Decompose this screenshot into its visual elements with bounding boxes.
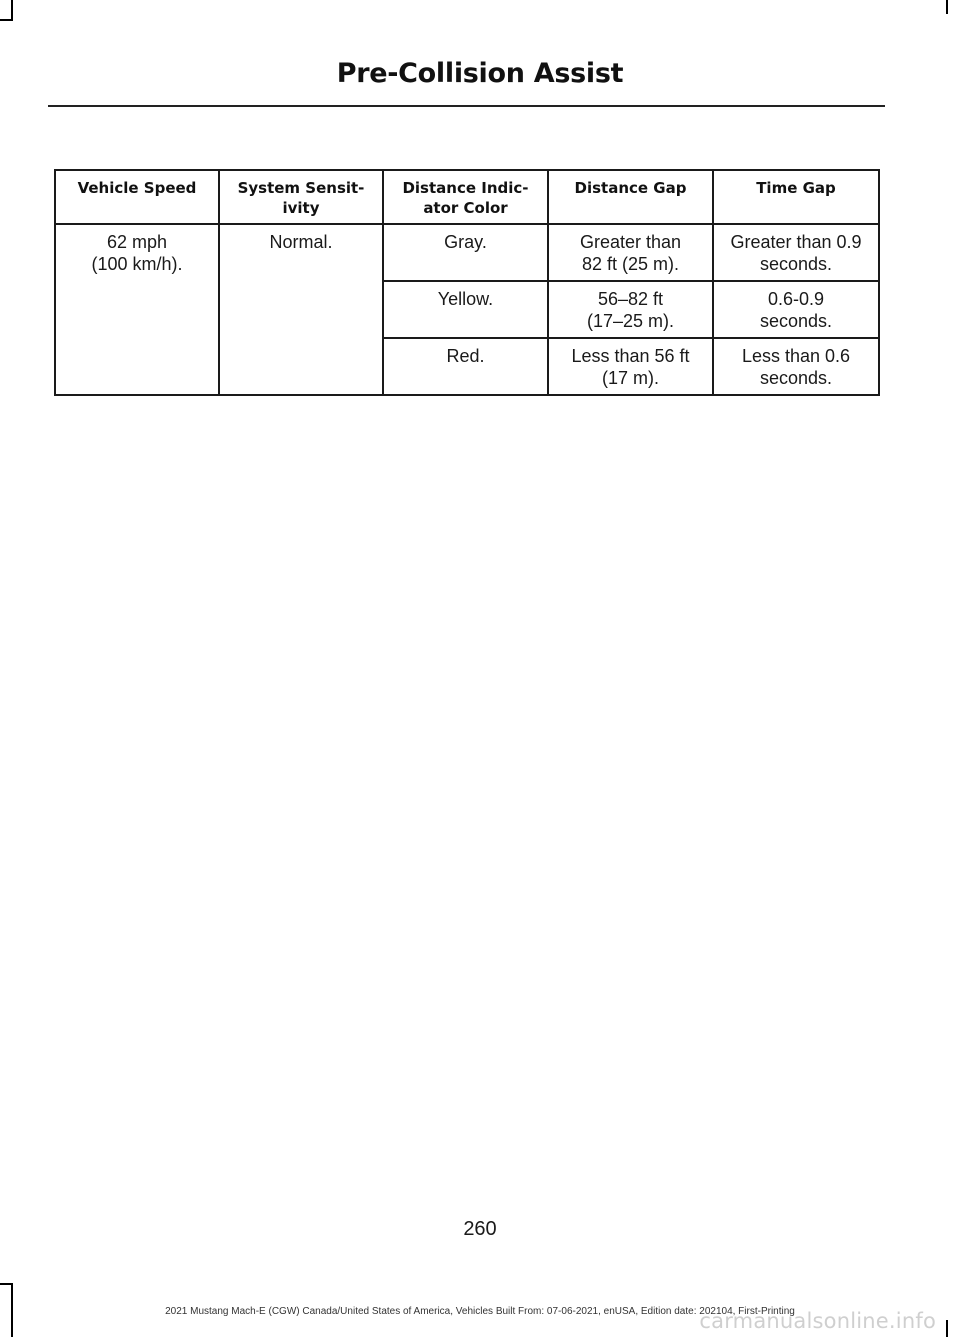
- cell-distance-gap: 56–82 ft (17–25 m).: [548, 281, 713, 338]
- cell-distance-gap: Greater than 82 ft (25 m).: [548, 224, 713, 281]
- crop-mark-top-left-vertical: [11, 0, 13, 20]
- cell-sensitivity: Normal.: [219, 224, 383, 395]
- crop-mark-top-right: [946, 0, 948, 14]
- cell-time-gap: Less than 0.6 seconds.: [713, 338, 879, 395]
- header-system-sensitivity: System Sensit- ivity: [219, 170, 383, 224]
- page-number: 260: [463, 1218, 497, 1240]
- watermark: carmanualsonline.info: [699, 1309, 936, 1333]
- crop-mark-top-left-horizontal: [0, 19, 13, 21]
- table-header-row: [55, 170, 879, 224]
- page-title: Pre-Collision Assist: [336, 58, 624, 89]
- cell-time-gap: Greater than 0.9 seconds.: [713, 224, 879, 281]
- cell-time-gap: 0.6-0.9 seconds.: [713, 281, 879, 338]
- header-time-gap: Time Gap: [713, 170, 879, 224]
- cell-indicator-color: Gray.: [383, 224, 548, 281]
- cell-indicator-color: Red.: [383, 338, 548, 395]
- footer-edition-line: 2021 Mustang Mach-E (CGW) Canada/United States of America, Vehicles Built From: 07-06-2021, enUSA, Edition date: 202104, First-Printing: [165, 1306, 795, 1317]
- cell-indicator-color: Yellow.: [383, 281, 548, 338]
- table-row: [55, 224, 879, 281]
- header-vehicle-speed: Vehicle Speed: [55, 170, 219, 224]
- header-distance-indicator-color: Distance Indic- ator Color: [383, 170, 548, 224]
- distance-alert-table: [54, 169, 880, 396]
- crop-mark-bottom-right: [946, 1320, 948, 1337]
- cell-distance-gap: Less than 56 ft (17 m).: [548, 338, 713, 395]
- title-divider: [48, 105, 885, 107]
- cell-vehicle-speed: 62 mph (100 km/h).: [55, 224, 219, 395]
- crop-mark-bottom-left-horizontal: [0, 1283, 13, 1285]
- header-distance-gap: Distance Gap: [548, 170, 713, 224]
